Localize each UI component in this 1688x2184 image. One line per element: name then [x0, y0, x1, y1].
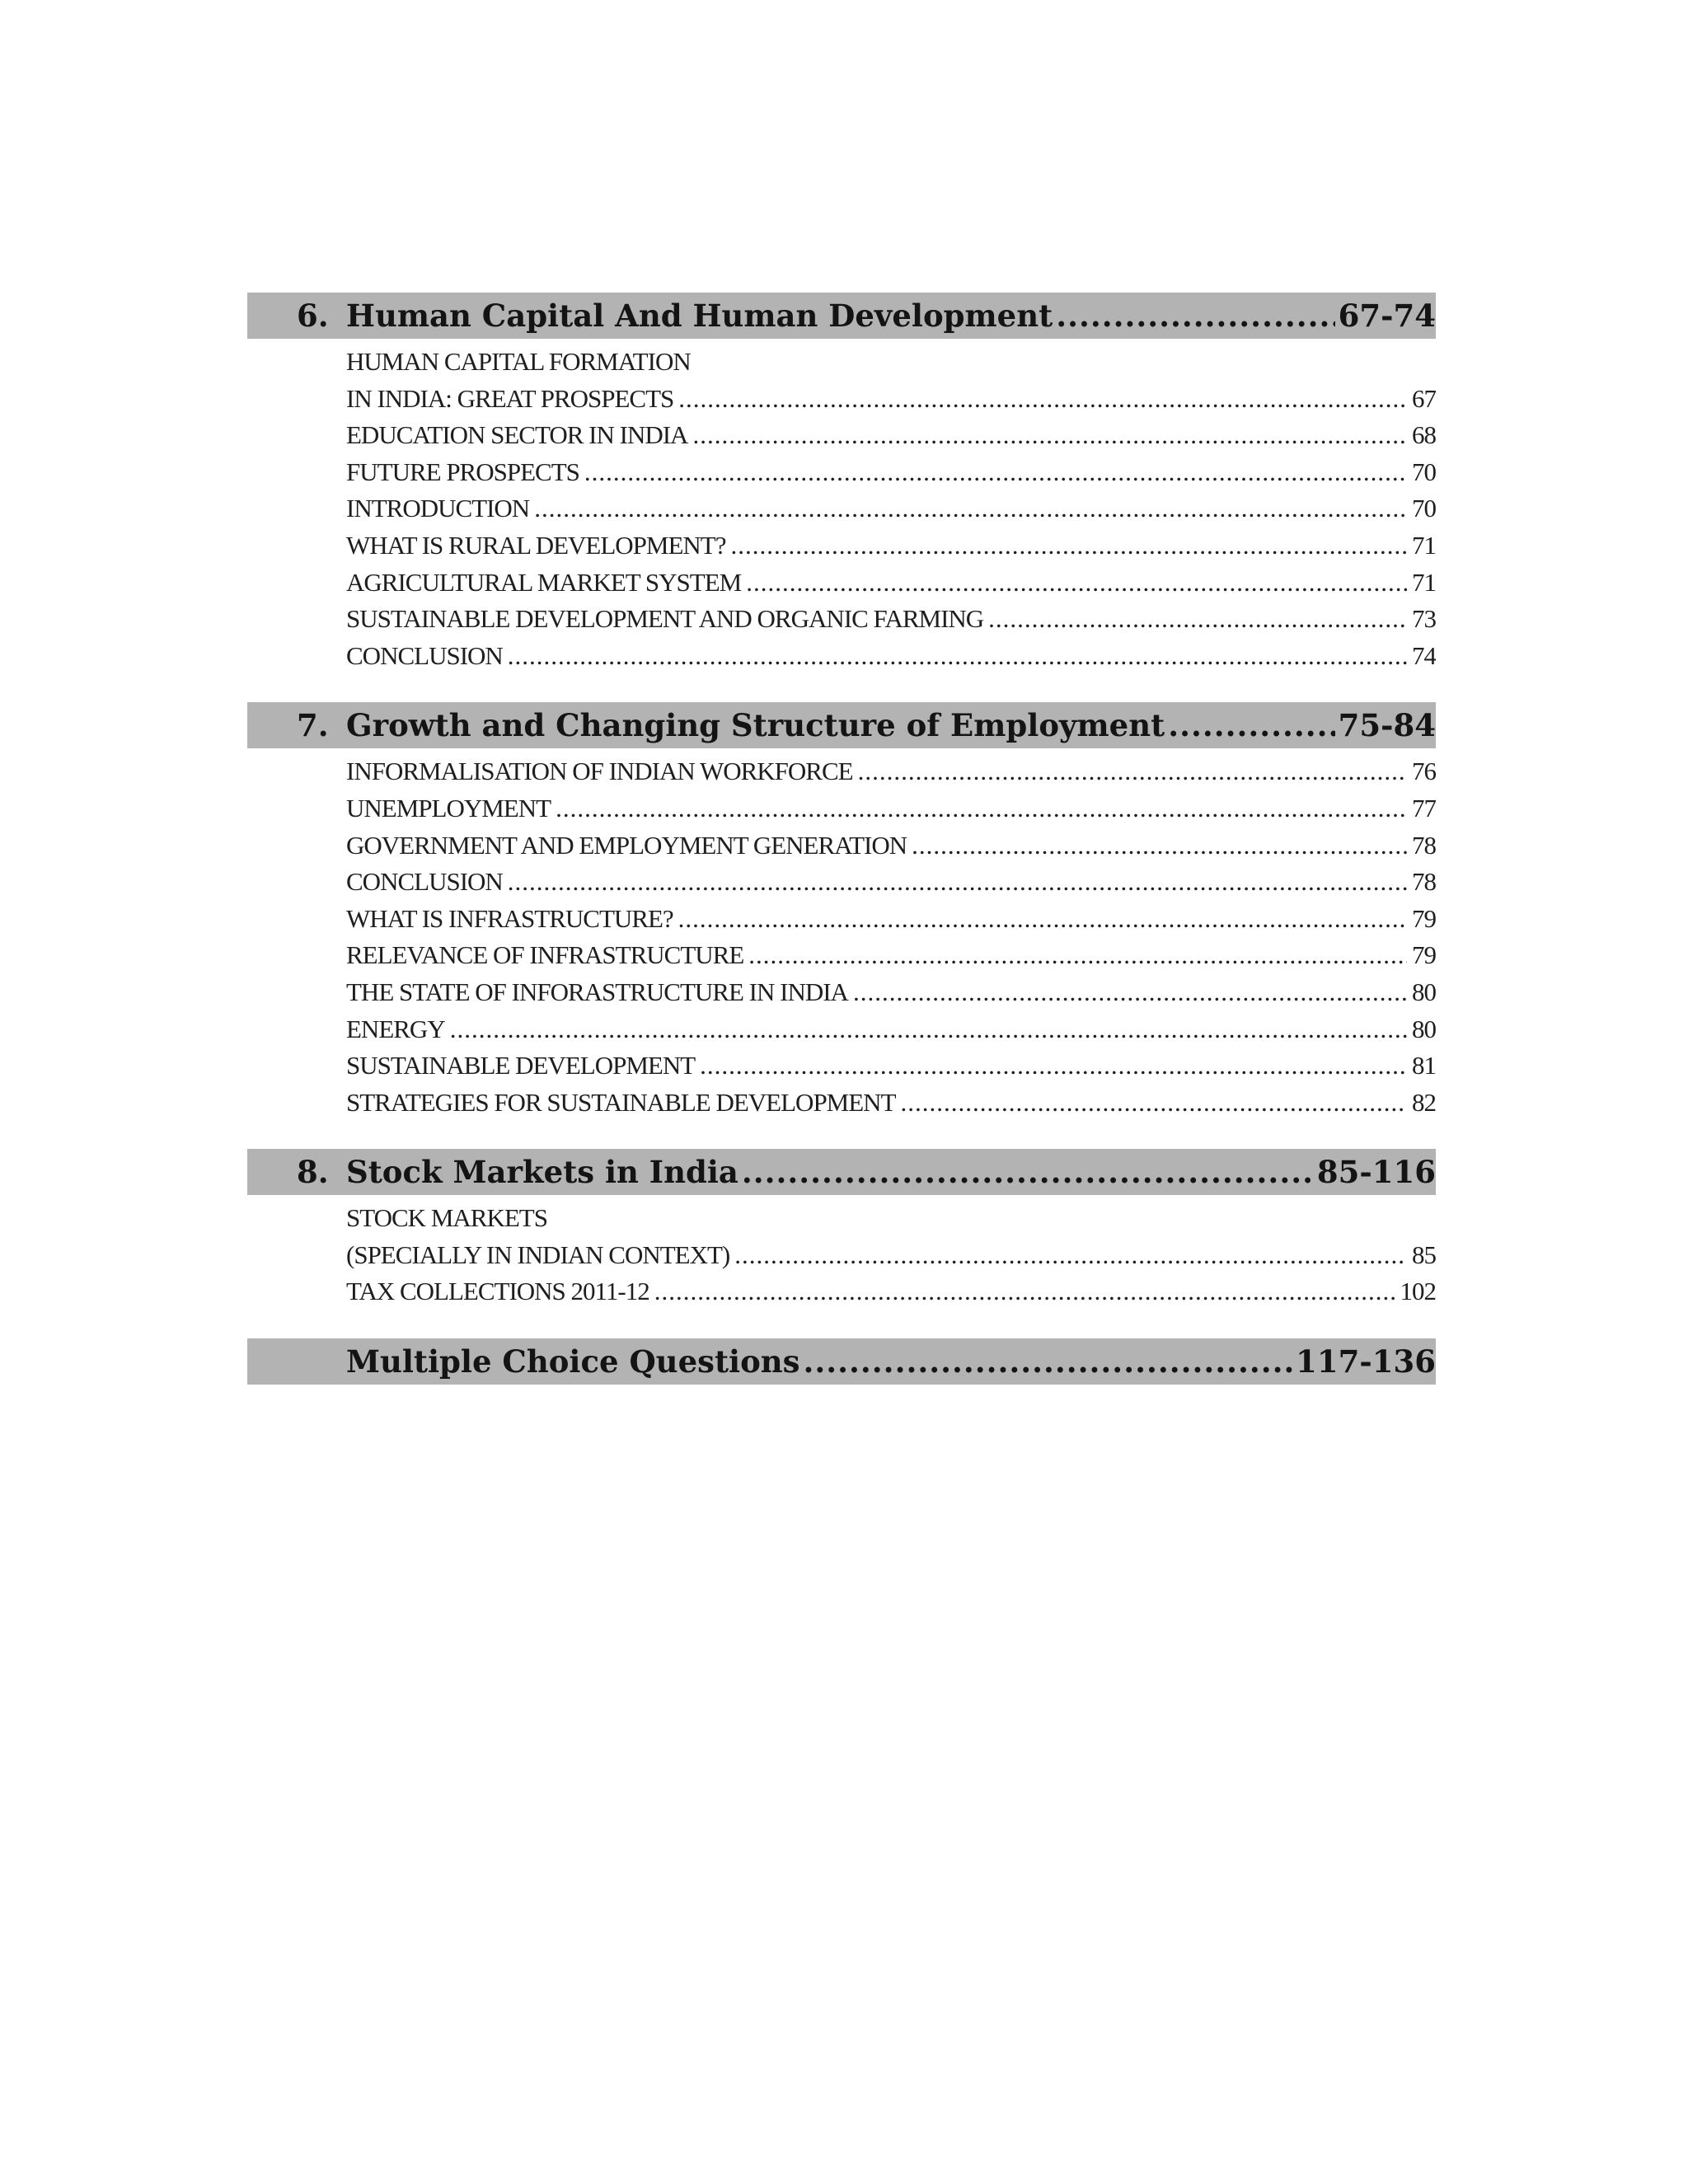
toc-entry[interactable] [346, 1011, 1436, 1048]
toc-entry-page: 71 [1412, 530, 1436, 560]
toc-entry-page: 74 [1412, 640, 1436, 670]
toc-entry-title: WHAT IS RURAL DEVELOPMENT? [346, 530, 726, 560]
chapter-entries [247, 339, 1436, 674]
chapter-number: 6. [297, 298, 329, 334]
chapter-entries [247, 748, 1436, 1121]
toc-entry[interactable] [346, 937, 1436, 974]
toc-entry-page: 79 [1412, 940, 1436, 970]
dot-leader [556, 790, 1407, 827]
toc-entry-title: IN INDIA: GREAT PROSPECTS [346, 383, 674, 413]
dot-leader [692, 417, 1407, 454]
chapter-heading[interactable] [247, 1149, 1436, 1195]
toc-entry[interactable] [346, 565, 1436, 602]
toc-entry-title: UNEMPLOYMENT [346, 793, 551, 823]
toc-entry[interactable] [346, 1237, 1436, 1274]
toc-entry[interactable] [346, 381, 1436, 418]
toc-entry-title: SUSTAINABLE DEVELOPMENT [346, 1051, 696, 1080]
chapter-page-range: 85-116 [1316, 1154, 1436, 1191]
toc-entry[interactable] [346, 827, 1436, 865]
toc-entry-page: 68 [1412, 420, 1436, 450]
dot-leader [742, 1154, 1314, 1190]
toc-entry[interactable] [346, 1047, 1436, 1085]
toc-entry[interactable] [346, 417, 1436, 454]
toc-entry-title: INFORMALISATION OF INDIAN WORKFORCE [346, 757, 853, 786]
dot-leader [678, 381, 1407, 418]
toc-entry[interactable] [346, 454, 1436, 491]
chapter-heading[interactable] [247, 293, 1436, 339]
toc-entry-page: 79 [1412, 903, 1436, 933]
table-of-contents [247, 293, 1436, 1413]
chapter-title: Growth and Changing Structure of Employment [346, 707, 1165, 744]
chapter-mcq [247, 1338, 1436, 1385]
chapter-number: 7. [297, 707, 329, 744]
toc-entry-page: 85 [1412, 1240, 1436, 1269]
dot-leader [508, 864, 1407, 901]
chapter-7 [247, 702, 1436, 1121]
chapter-page-range: 117-136 [1296, 1343, 1436, 1380]
toc-entry[interactable] [346, 974, 1436, 1011]
toc-entry[interactable] [346, 901, 1436, 938]
toc-entry-page: 80 [1412, 1014, 1436, 1043]
chapter-page-range: 75-84 [1338, 707, 1436, 744]
toc-entry-title: TAX COLLECTIONS 2011-12 [346, 1277, 649, 1306]
toc-entry[interactable] [346, 527, 1436, 565]
dot-leader [450, 1011, 1407, 1048]
toc-entry[interactable] [346, 490, 1436, 527]
chapter-page-range: 67-74 [1338, 298, 1436, 334]
dot-leader [748, 937, 1407, 974]
chapter-heading[interactable] [247, 1338, 1436, 1385]
chapter-entries [247, 1195, 1436, 1310]
toc-entry[interactable] [346, 1273, 1436, 1310]
toc-entry[interactable] [346, 753, 1436, 790]
toc-entry-page: 78 [1412, 830, 1436, 860]
dot-leader [534, 490, 1407, 527]
toc-entry-page: 80 [1412, 977, 1436, 1006]
dot-leader [731, 527, 1408, 565]
toc-entry-title: SUSTAINABLE DEVELOPMENT AND ORGANIC FARMING [346, 604, 984, 634]
toc-entry-page: 67 [1412, 383, 1436, 413]
dot-leader [678, 901, 1407, 938]
toc-entry-page: 77 [1412, 793, 1436, 823]
toc-entry-title: INTRODUCTION [346, 494, 530, 523]
toc-entry-page: 71 [1412, 567, 1436, 597]
chapter-title: Stock Markets in India [346, 1154, 738, 1191]
dot-leader [508, 638, 1407, 675]
chapter-heading[interactable] [247, 702, 1436, 748]
toc-entry-page: 81 [1412, 1051, 1436, 1080]
toc-entry-page: 70 [1412, 457, 1436, 486]
toc-entry-page: 70 [1412, 494, 1436, 523]
toc-entry-page: 102 [1400, 1277, 1436, 1306]
toc-entry-page: 82 [1412, 1087, 1436, 1117]
dot-leader [804, 1343, 1293, 1380]
toc-entry-title: WHAT IS INFRASTRUCTURE? [346, 903, 673, 933]
chapter-title: Human Capital And Human Development [346, 298, 1053, 334]
toc-entry[interactable] [346, 790, 1436, 827]
toc-entry-title: CONCLUSION [346, 640, 503, 670]
toc-entry-title: THE STATE OF INFORASTRUCTURE IN INDIA [346, 977, 848, 1006]
toc-entry[interactable] [346, 638, 1436, 675]
toc-entry-title: RELEVANCE OF INFRASTRUCTURE [346, 940, 744, 970]
dot-leader [734, 1237, 1407, 1274]
toc-entry[interactable] [346, 1085, 1436, 1122]
toc-entry-title-line1: STOCK MARKETS [346, 1203, 547, 1233]
dot-leader [746, 565, 1407, 602]
toc-entry-page: 78 [1412, 867, 1436, 897]
toc-entry-title: AGRICULTURAL MARKET SYSTEM [346, 567, 742, 597]
toc-entry-title: GOVERNMENT AND EMPLOYMENT GENERATION [346, 830, 907, 860]
chapter-title: Multiple Choice Questions [346, 1343, 800, 1380]
dot-leader [988, 601, 1407, 638]
chapter-6 [247, 293, 1436, 674]
dot-leader [853, 974, 1407, 1011]
dot-leader [858, 753, 1407, 790]
toc-entry-title: FUTURE PROSPECTS [346, 457, 579, 486]
toc-entry-title: EDUCATION SECTOR IN INDIA [346, 420, 688, 450]
toc-entry-title: CONCLUSION [346, 867, 503, 897]
dot-leader [1168, 707, 1334, 743]
dot-leader [654, 1273, 1395, 1310]
toc-entry-page: 73 [1412, 604, 1436, 634]
dot-leader [700, 1047, 1407, 1085]
toc-entry-title: ENERGY [346, 1014, 445, 1043]
chapter-8 [247, 1149, 1436, 1310]
dot-leader [1056, 298, 1334, 334]
dot-leader [901, 1085, 1407, 1122]
dot-leader [912, 827, 1407, 865]
toc-entry-title: STRATEGIES FOR SUSTAINABLE DEVELOPMENT [346, 1087, 896, 1117]
toc-entry[interactable] [346, 864, 1436, 901]
toc-entry[interactable] [346, 601, 1436, 638]
toc-entry-page: 76 [1412, 757, 1436, 786]
toc-entry-title-line1: HUMAN CAPITAL FORMATION [346, 347, 691, 376]
chapter-number: 8. [297, 1154, 329, 1191]
toc-entry-title: (SPECIALLY IN INDIAN CONTEXT) [346, 1240, 730, 1269]
dot-leader [584, 454, 1407, 491]
